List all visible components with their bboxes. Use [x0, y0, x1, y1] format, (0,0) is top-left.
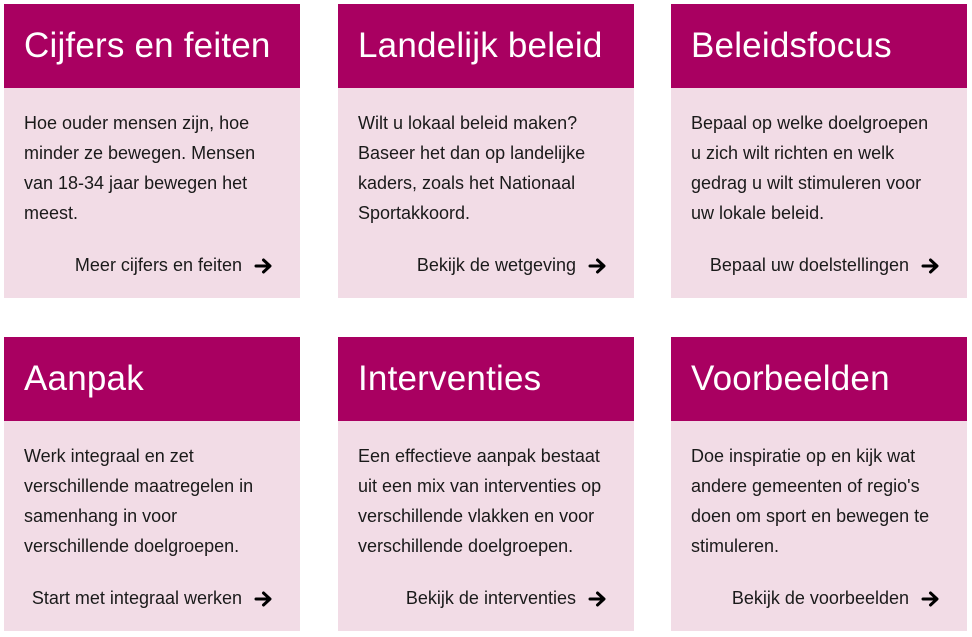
arrow-right-icon — [921, 257, 941, 275]
card-description — [691, 108, 947, 228]
card-link-label: Bepaal uw doelstellingen — [709, 255, 909, 275]
arrow-right-icon — [588, 590, 608, 608]
card-header — [671, 4, 967, 88]
card-title: Cijfers en feiten — [24, 26, 271, 65]
card-link-label: Meer cijfers en feiten — [74, 255, 242, 275]
card-description-line: verschillende maatregelen in — [24, 476, 254, 496]
arrow-right-icon — [254, 257, 274, 275]
card-description-line: Bepaal op welke doelgroepen — [691, 113, 929, 133]
card-description-line: doen om sport en bewegen te — [691, 506, 930, 526]
card-description-line: Wilt u lokaal beleid maken? — [358, 113, 578, 133]
card-body — [671, 88, 967, 298]
card-description — [358, 441, 614, 561]
bekijk-de-interventies-link[interactable] — [406, 588, 608, 609]
card-description-line: samenhang in voor — [24, 506, 178, 526]
card-body — [671, 421, 967, 631]
card-interventies — [338, 337, 634, 631]
card-link-label: Bekijk de interventies — [405, 588, 576, 608]
card-link-label: Bekijk de wetgeving — [416, 255, 576, 275]
card-header — [4, 337, 300, 421]
card-cijfers-en-feiten — [4, 4, 300, 298]
card-description-line: uit een mix van interventies op — [358, 476, 602, 496]
card-description-line: van 18-34 jaar bewegen het — [24, 173, 248, 193]
card-description-line: Baseer het dan op landelijke — [358, 143, 586, 163]
card-description-line: meest. — [24, 203, 79, 223]
card-description — [24, 441, 280, 561]
card-voorbeelden — [671, 337, 967, 631]
card-body — [4, 88, 300, 298]
start-met-integraal-werken-link[interactable] — [32, 588, 274, 609]
bekijk-de-wetgeving-link[interactable] — [417, 255, 608, 276]
card-description-line: kaders, zoals het Nationaal — [358, 173, 576, 193]
card-link-label: Bekijk de voorbeelden — [731, 588, 909, 608]
card-body — [338, 421, 634, 631]
card-header — [4, 4, 300, 88]
card-header — [338, 337, 634, 421]
card-description-line: gedrag u wilt stimuleren voor — [691, 173, 922, 193]
card-description-line: verschillende doelgroepen. — [358, 536, 574, 556]
card-description-line: uw lokale beleid. — [691, 203, 825, 223]
card-title: Beleidsfocus — [691, 26, 892, 65]
card-description-line: Doe inspiratie op en kijk wat — [691, 446, 916, 466]
card-title: Landelijk beleid — [358, 26, 603, 65]
card-landelijk-beleid — [338, 4, 634, 298]
arrow-right-icon — [254, 590, 274, 608]
card-description-line: stimuleren. — [691, 536, 780, 556]
card-title: Aanpak — [24, 359, 144, 398]
card-description-line: Een effectieve aanpak bestaat — [358, 446, 600, 466]
card-header — [671, 337, 967, 421]
card-description-line: verschillende vlakken en voor — [358, 506, 595, 526]
card-link-label: Start met integraal werken — [31, 588, 242, 608]
card-description — [358, 108, 614, 228]
card-description-line: Werk integraal en zet — [24, 446, 194, 466]
card-description-line: minder ze bewegen. Mensen — [24, 143, 256, 163]
bepaal-uw-doelstellingen-link[interactable] — [710, 255, 941, 276]
card-title: Interventies — [358, 359, 542, 398]
card-description-line: verschillende doelgroepen. — [24, 536, 240, 556]
card-description-line: Hoe ouder mensen zijn, hoe — [24, 113, 250, 133]
card-description-line: andere gemeenten of regio's — [691, 476, 920, 496]
arrow-right-icon — [588, 257, 608, 275]
card-description-line: u zich wilt richten en welk — [691, 143, 895, 163]
card-aanpak — [4, 337, 300, 631]
card-description-line: Sportakkoord. — [358, 203, 471, 223]
arrow-right-icon — [921, 590, 941, 608]
bekijk-de-voorbeelden-link[interactable] — [732, 588, 941, 609]
card-title: Voorbeelden — [691, 359, 890, 398]
card-description — [24, 108, 280, 228]
card-header — [338, 4, 634, 88]
card-description — [691, 441, 947, 561]
card-body — [338, 88, 634, 298]
meer-cijfers-en-feiten-link[interactable] — [75, 255, 274, 276]
card-beleidsfocus — [671, 4, 967, 298]
card-body — [4, 421, 300, 631]
